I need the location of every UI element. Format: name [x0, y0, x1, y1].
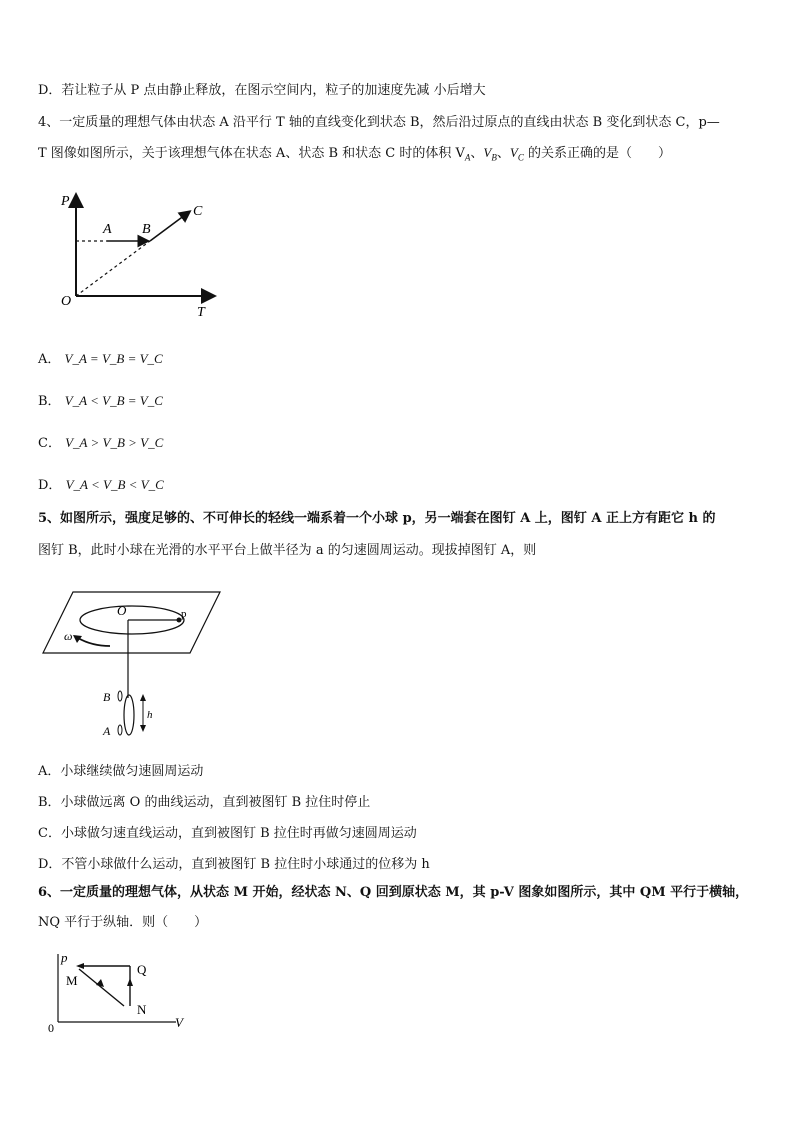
q4-option-c: [38, 432, 163, 451]
q4-option-b-expr: V_A < V_B = V_C: [64, 393, 163, 408]
q5-label-h: h: [147, 709, 153, 721]
q6-label-p: p: [61, 950, 68, 965]
q6-label-origin: 0: [48, 1021, 54, 1035]
q5-label-p: p: [181, 608, 187, 620]
q6-stem-line2: NQ 平行于纵轴．则（ ）: [38, 915, 208, 930]
q5-option-a: A．小球继续做匀速圆周运动: [38, 764, 204, 779]
q4-option-d-label: D．: [38, 478, 62, 493]
q5-option-b: B．小球做远离 O 的曲线运动，直到被图钉 B 拉住时停止: [38, 795, 371, 810]
q4-stem-line2-tail: 的关系正确的是（ ）: [527, 146, 671, 161]
q4-option-c-expr: V_A > V_B > V_C: [65, 435, 164, 450]
q4-stem-line2-text: T 图像如图所示，关于该理想气体在状态 A、状态 B 和状态 C 时的体积 V: [38, 146, 465, 161]
q4-sep1: 、: [470, 146, 484, 161]
q4-option-a-label: A．: [38, 352, 61, 367]
q4-sub-c: C: [517, 152, 524, 163]
q4-label-a: A: [103, 222, 112, 237]
q4-option-d: [38, 474, 164, 493]
q4-option-b: [38, 390, 163, 409]
q5-stem-line2: 图钉 B，此时小球在光滑的水平平台上做半径为 a 的匀速圆周运动。现拔掉图钉 A，则: [38, 543, 537, 558]
q4-dashed-origin-line: [76, 241, 150, 296]
q5-label-o: O: [117, 603, 127, 618]
q4-sep2: 、: [496, 146, 510, 161]
q6-label-q: Q: [137, 962, 147, 977]
q4-option-c-label: C．: [38, 436, 61, 451]
q4-v-c: V: [509, 145, 518, 160]
q6-stem-line1: 6、一定质量的理想气体，从状态 M 开始，经状态 N、Q 回到原状态 M，其 p-V 图象如图所示，其中 QM 平行于横轴，: [38, 885, 749, 900]
q4-option-a: [38, 348, 163, 367]
q4-stem-line2: [38, 144, 671, 167]
q5-pin-loop: [124, 695, 134, 735]
q5-option-d: D．不管小球做什么运动，直到被图钉 B 拉住时小球通过的位移为 h: [38, 857, 430, 872]
q4-stem-line1: 4、一定质量的理想气体由状态 A 沿平行 T 轴的直线变化到状态 B，然后沿过原点的直线由状态 B 变化到状态 C，p—: [38, 115, 720, 130]
q4-sub-b: B: [491, 152, 497, 163]
q4-label-p: P: [61, 194, 70, 209]
q5-figure: [40, 588, 230, 738]
q4-pt-graph: [55, 188, 225, 323]
q5-h-arrow-top: [140, 694, 146, 701]
q5-pin-a: [118, 725, 122, 735]
q6-label-m: M: [66, 973, 78, 988]
q5-option-c: C．小球做匀速直线运动，直到被图钉 B 拉住时再做匀速圆周运动: [38, 826, 417, 841]
q6-pv-graph: [44, 948, 204, 1038]
q4-line-bc: [150, 212, 189, 241]
q4-sub-a: A: [464, 152, 471, 163]
q5-platform: [43, 592, 220, 653]
q4-option-a-expr: V_A = V_B = V_C: [64, 351, 163, 366]
q3-option-d: D．若让粒子从 P 点由静止释放，在图示空间内，粒子的加速度先减 小后增大: [38, 83, 486, 98]
q5-stem-line1: 5、如图所示，强度足够的、不可伸长的轻线一端系着一个小球 p，另一端套在图钉 A 上，图钉 A 正上方有距它 h 的: [38, 511, 716, 526]
q4-option-b-label: B．: [38, 394, 61, 409]
q6-label-v: V: [175, 1015, 183, 1030]
q6-arrow-nq: [127, 978, 133, 986]
q4-label-o: O: [61, 294, 72, 309]
q4-v-b: V: [483, 145, 492, 160]
q5-h-arrow-bottom: [140, 725, 146, 732]
q5-pin-b: [118, 691, 122, 701]
q5-omega-arrow: [78, 638, 110, 646]
q6-label-n: N: [137, 1002, 147, 1017]
q6-arrow-mn: [96, 979, 104, 987]
q4-label-t: T: [197, 305, 205, 320]
q4-option-d-expr: V_A < V_B < V_C: [65, 477, 164, 492]
q4-label-b: B: [142, 222, 151, 237]
q5-label-omega: ω: [64, 629, 73, 643]
q5-label-b: B: [103, 690, 111, 704]
q6-arrow-qm: [76, 963, 84, 969]
q6-line-mn: [79, 969, 124, 1006]
q4-label-c: C: [193, 204, 203, 219]
q5-label-a: A: [103, 724, 111, 738]
